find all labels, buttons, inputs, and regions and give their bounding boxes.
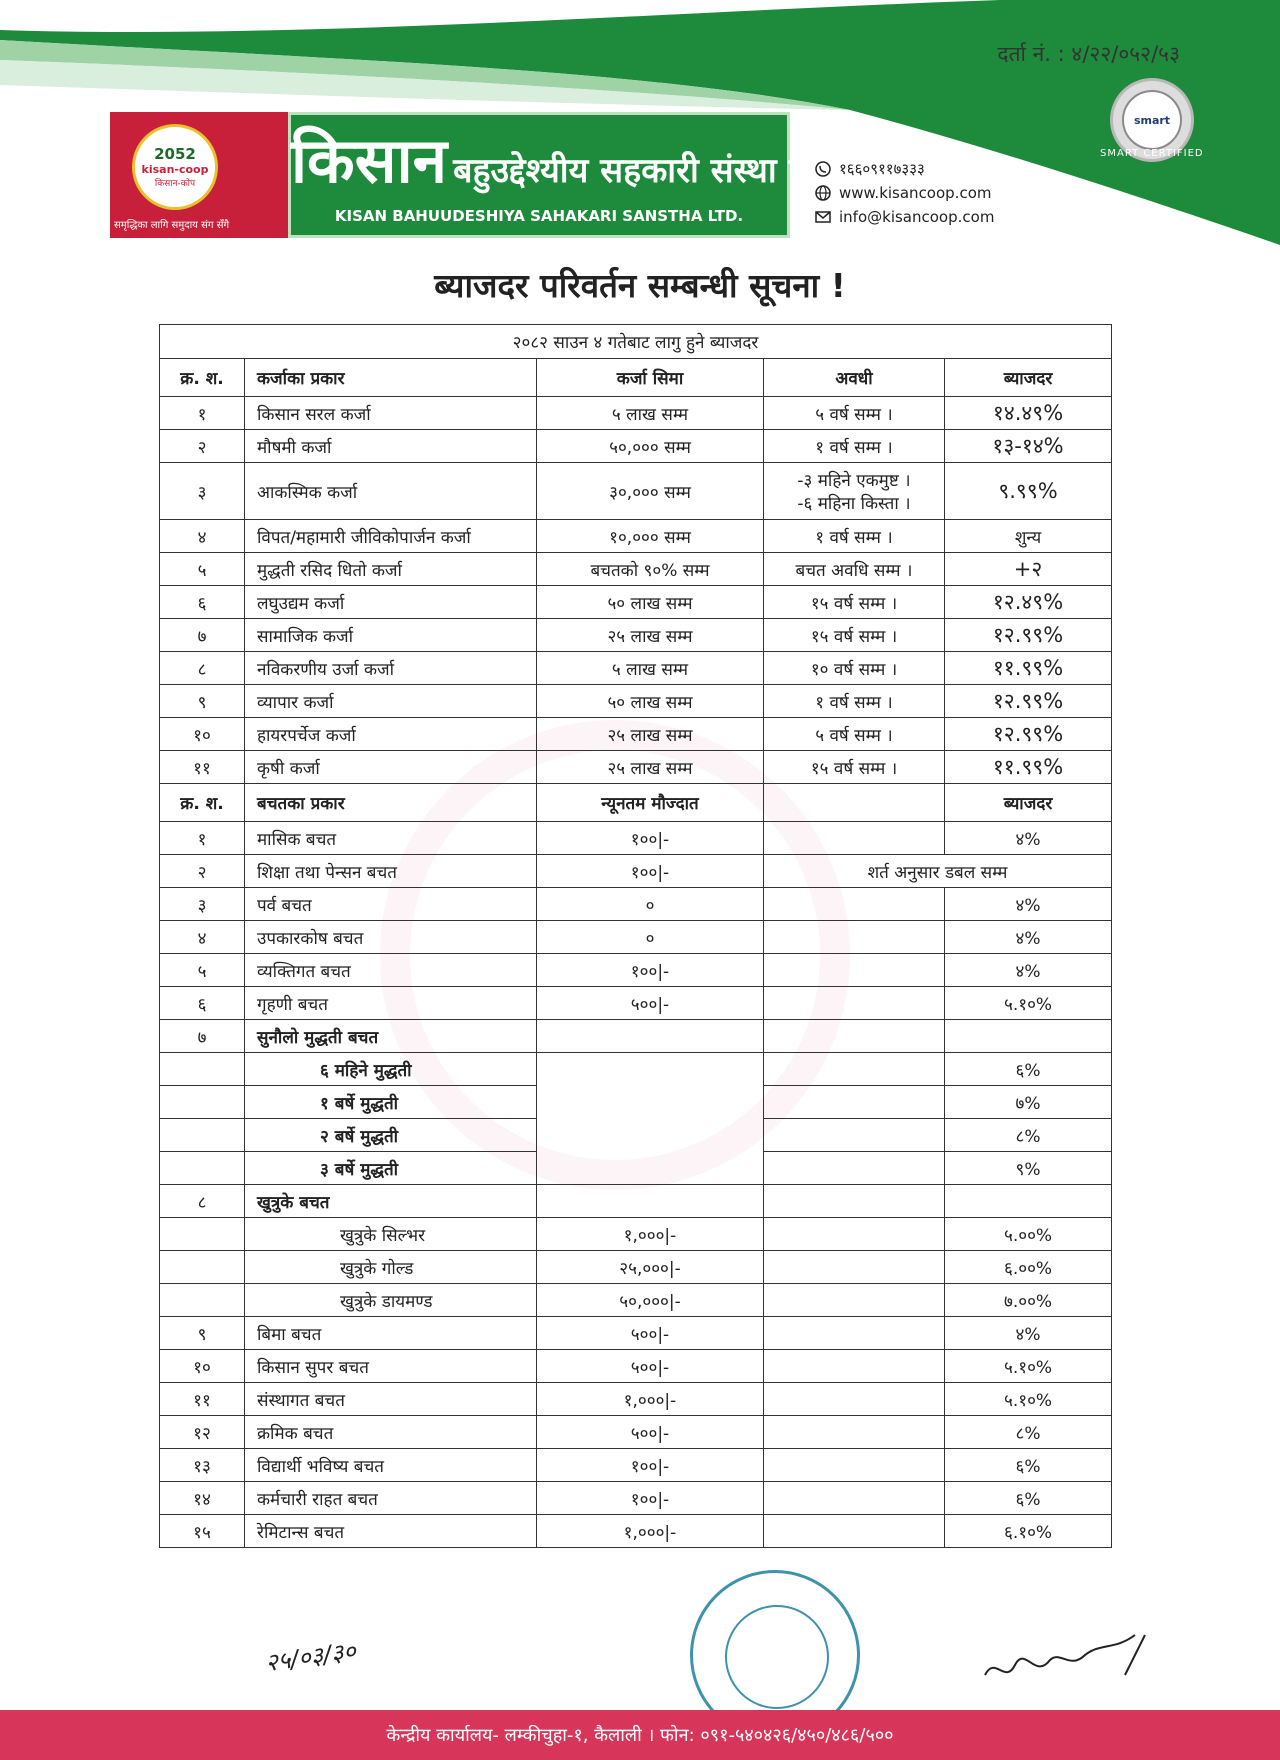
cell-type: कर्मचारी राहत बचत bbox=[245, 1482, 537, 1515]
table-row bbox=[160, 921, 1112, 954]
contact-info bbox=[815, 157, 994, 229]
cell-limit: २५ लाख सम्म bbox=[537, 718, 764, 751]
cell-empty bbox=[764, 822, 945, 855]
table-row bbox=[160, 855, 1112, 888]
cell-rate: ६% bbox=[945, 1482, 1112, 1515]
cell-sn: ३ bbox=[160, 463, 245, 520]
table-caption-row bbox=[160, 325, 1112, 359]
cell-min: ५०,०००|- bbox=[537, 1284, 764, 1317]
logo-panel bbox=[110, 112, 298, 238]
header-period: अवधी bbox=[764, 359, 945, 397]
cell-period: १५ वर्ष सम्म । bbox=[764, 751, 945, 784]
cell-period: १ वर्ष सम्म । bbox=[764, 430, 945, 463]
cell-sn: ४ bbox=[160, 921, 245, 954]
cell-sn: १४ bbox=[160, 1482, 245, 1515]
contact-website bbox=[815, 181, 994, 205]
cell-type: उपकारकोष बचत bbox=[245, 921, 537, 954]
organization-banner bbox=[110, 112, 834, 238]
cell-type: मासिक बचत bbox=[245, 822, 537, 855]
cell-type: ३ बर्षे मुद्धती bbox=[245, 1152, 537, 1185]
header-empty bbox=[764, 784, 945, 822]
stamp-inner-ring bbox=[725, 1605, 829, 1709]
cell-rate: ६% bbox=[945, 1449, 1112, 1482]
registration-number: दर्ता नं. : ४/२२/०५२/५३ bbox=[997, 42, 1180, 66]
cell-empty bbox=[160, 1284, 245, 1317]
cell-empty bbox=[764, 954, 945, 987]
cell-sn: ६ bbox=[160, 586, 245, 619]
cell-rate: ४% bbox=[945, 888, 1112, 921]
table-row bbox=[160, 987, 1112, 1020]
cell-limit: ५ लाख सम्म bbox=[537, 652, 764, 685]
cell-type: बिमा बचत bbox=[245, 1317, 537, 1350]
cell-rate: १२.४९% bbox=[945, 586, 1112, 619]
cell-rate: १३-१४% bbox=[945, 430, 1112, 463]
cell-period: १ वर्ष सम्म । bbox=[764, 685, 945, 718]
cell-type: मौषमी कर्जा bbox=[245, 430, 537, 463]
cell-rate: ५.१०% bbox=[945, 987, 1112, 1020]
table-row bbox=[160, 397, 1112, 430]
cell-empty bbox=[764, 1020, 945, 1053]
cell-type: सुनौलो मुद्धती बचत bbox=[245, 1020, 537, 1053]
cell-rate: ६.००% bbox=[945, 1251, 1112, 1284]
cell-limit: २५ लाख सम्म bbox=[537, 619, 764, 652]
table-row bbox=[160, 430, 1112, 463]
cell-type: किसान सरल कर्जा bbox=[245, 397, 537, 430]
cell-rate: ११.९९% bbox=[945, 652, 1112, 685]
contact-phone bbox=[815, 157, 994, 181]
cell-rate: शर्त अनुसार डबल सम्म bbox=[764, 855, 1112, 888]
table-row bbox=[160, 954, 1112, 987]
table-row bbox=[160, 751, 1112, 784]
table-row bbox=[160, 619, 1112, 652]
cell-type: किसान सुपर बचत bbox=[245, 1350, 537, 1383]
table-row bbox=[160, 463, 1112, 520]
cell-rate: ५.००% bbox=[945, 1218, 1112, 1251]
phone-number: १६६०९११७३३३ bbox=[839, 160, 925, 178]
cell-empty bbox=[764, 1449, 945, 1482]
cell-rate: ६% bbox=[945, 1053, 1112, 1086]
cell-empty bbox=[764, 1086, 945, 1119]
cell-empty bbox=[764, 1251, 945, 1284]
cell-min: १००|- bbox=[537, 822, 764, 855]
table-row bbox=[160, 888, 1112, 921]
cell-type: रेमिटान्स बचत bbox=[245, 1515, 537, 1548]
notice-title: ब्याजदर परिवर्तन सम्बन्धी सूचना ! bbox=[434, 266, 846, 305]
table-row bbox=[160, 1317, 1112, 1350]
cell-min: ५००|- bbox=[537, 987, 764, 1020]
cell-min: १,०००|- bbox=[537, 1218, 764, 1251]
cell-type: लघुउद्यम कर्जा bbox=[245, 586, 537, 619]
cell-limit: बचतको ९०% सम्म bbox=[537, 553, 764, 586]
cell-rate: ५.१०% bbox=[945, 1383, 1112, 1416]
cell-sn: १३ bbox=[160, 1449, 245, 1482]
cell-type: विपत/महामारी जीविकोपार्जन कर्जा bbox=[245, 520, 537, 553]
cell-sn: २ bbox=[160, 855, 245, 888]
cell-min: १००|- bbox=[537, 954, 764, 987]
cell-period: ५ वर्ष सम्म । bbox=[764, 718, 945, 751]
cell-type: आकस्मिक कर्जा bbox=[245, 463, 537, 520]
cell-sn: २ bbox=[160, 430, 245, 463]
cell-period: १० वर्ष सम्म । bbox=[764, 652, 945, 685]
cell-sn: १० bbox=[160, 718, 245, 751]
footer-address: केन्द्रीय कार्यालय- लम्कीचुहा-१, कैलाली । फोन: ०९१-५४०४२६/४५०/४८६/५०० bbox=[0, 1710, 1280, 1760]
cell-empty bbox=[764, 1482, 945, 1515]
organization-name-np bbox=[291, 117, 834, 201]
cell-sn: १ bbox=[160, 822, 245, 855]
cell-empty bbox=[764, 1185, 945, 1218]
cell-min: ५००|- bbox=[537, 1416, 764, 1449]
table-row bbox=[160, 1218, 1112, 1251]
organization-name-panel bbox=[288, 112, 834, 238]
cell-type: खुत्रुके डायमण्ड bbox=[245, 1284, 537, 1317]
cell-rate: ८% bbox=[945, 1119, 1112, 1152]
cell-type: विद्यार्थी भविष्य बचत bbox=[245, 1449, 537, 1482]
cell-rate: ८% bbox=[945, 1416, 1112, 1449]
table-row bbox=[160, 1284, 1112, 1317]
cell-sn: १२ bbox=[160, 1416, 245, 1449]
cell-empty bbox=[537, 1185, 764, 1218]
cell-rate: ११.९९% bbox=[945, 751, 1112, 784]
globe-icon bbox=[815, 185, 831, 201]
name-np-big: किसान bbox=[291, 124, 448, 197]
cell-min: ५००|- bbox=[537, 1317, 764, 1350]
table-caption: २०८२ साउन ४ गतेबाट लागु हुने ब्याजदर bbox=[160, 325, 1112, 359]
cell-limit: ५० लाख सम्म bbox=[537, 685, 764, 718]
cell-sn: ७ bbox=[160, 619, 245, 652]
cell-type: शिक्षा तथा पेन्सन बचत bbox=[245, 855, 537, 888]
email-icon bbox=[815, 209, 831, 225]
cell-rate: ५.१०% bbox=[945, 1350, 1112, 1383]
cell-type: हायरपर्चेज कर्जा bbox=[245, 718, 537, 751]
cell-empty bbox=[764, 1416, 945, 1449]
cell-sn: ३ bbox=[160, 888, 245, 921]
logo-year: 2052 bbox=[154, 145, 196, 163]
cell-empty bbox=[764, 1152, 945, 1185]
table-row bbox=[160, 718, 1112, 751]
cell-sn: ९ bbox=[160, 685, 245, 718]
cell-sn: ६ bbox=[160, 987, 245, 1020]
cell-limit: ५० लाख सम्म bbox=[537, 586, 764, 619]
header-sn: क्र. श. bbox=[160, 359, 245, 397]
cell-type: कृषी कर्जा bbox=[245, 751, 537, 784]
cell-empty bbox=[160, 1152, 245, 1185]
cell-empty bbox=[764, 921, 945, 954]
cell-empty bbox=[160, 1053, 245, 1086]
cell-period: १५ वर्ष सम्म । bbox=[764, 619, 945, 652]
cell-period: १ वर्ष सम्म । bbox=[764, 520, 945, 553]
interest-rate-table bbox=[159, 324, 1112, 1548]
table-row bbox=[160, 520, 1112, 553]
header-min-balance: न्यूनतम मौज्दात bbox=[537, 784, 764, 822]
cell-sn: ४ bbox=[160, 520, 245, 553]
cell-empty bbox=[160, 1119, 245, 1152]
cell-limit: १०,००० सम्म bbox=[537, 520, 764, 553]
handwritten-date: २५/०३/३० bbox=[263, 1636, 358, 1678]
cell-min: १००|- bbox=[537, 1449, 764, 1482]
period-line-2: -६ महिना किस्ता । bbox=[797, 494, 911, 514]
cell-type: गृहणी बचत bbox=[245, 987, 537, 1020]
cell-min: ० bbox=[537, 921, 764, 954]
cell-empty bbox=[160, 1218, 245, 1251]
cell-type: १ बर्षे मुद्धती bbox=[245, 1086, 537, 1119]
cell-empty bbox=[764, 1515, 945, 1548]
table-row bbox=[160, 685, 1112, 718]
table-row bbox=[160, 652, 1112, 685]
cell-period: १५ वर्ष सम्म । bbox=[764, 586, 945, 619]
cell-rate: १२.९९% bbox=[945, 718, 1112, 751]
cell-type: व्यक्तिगत बचत bbox=[245, 954, 537, 987]
smart-certified-label: SMART CERTIFIED bbox=[1100, 148, 1204, 159]
cell-sn: ११ bbox=[160, 751, 245, 784]
table-row bbox=[160, 553, 1112, 586]
period-line-1: -३ महिने एकमुष्ट । bbox=[797, 471, 911, 491]
cell-min: १००|- bbox=[537, 1482, 764, 1515]
table-row bbox=[160, 1515, 1112, 1548]
table-row bbox=[160, 586, 1112, 619]
cell-type: खुत्रुके बचत bbox=[245, 1185, 537, 1218]
logo-brand: kisan-coop bbox=[141, 163, 209, 176]
cell-type: क्रमिक बचत bbox=[245, 1416, 537, 1449]
cell-type: पर्व बचत bbox=[245, 888, 537, 921]
cooperative-logo bbox=[132, 124, 218, 210]
cell-sn: १ bbox=[160, 397, 245, 430]
cell-min: ० bbox=[537, 888, 764, 921]
table-row bbox=[160, 1020, 1112, 1053]
cell-type: मुद्धती रसिद धितो कर्जा bbox=[245, 553, 537, 586]
cell-empty bbox=[764, 1119, 945, 1152]
cell-empty bbox=[945, 1020, 1112, 1053]
phone-icon bbox=[815, 161, 831, 177]
cell-type: खुत्रुके सिल्भर bbox=[245, 1218, 537, 1251]
cell-period: बचत अवधि सम्म । bbox=[764, 553, 945, 586]
cell-min: ५००|- bbox=[537, 1350, 764, 1383]
cell-rate: १४.४९% bbox=[945, 397, 1112, 430]
table-row bbox=[160, 1482, 1112, 1515]
cell-rate: +२ bbox=[945, 553, 1112, 586]
loan-header-row bbox=[160, 359, 1112, 397]
table-row bbox=[160, 1449, 1112, 1482]
header-loan-type: कर्जाका प्रकार bbox=[245, 359, 537, 397]
cell-rate: ४% bbox=[945, 954, 1112, 987]
cell-empty bbox=[764, 1053, 945, 1086]
cell-period bbox=[764, 463, 945, 520]
cell-empty bbox=[945, 1185, 1112, 1218]
cell-type: संस्थागत बचत bbox=[245, 1383, 537, 1416]
cell-rate: ९.९९% bbox=[945, 463, 1112, 520]
logo-brand-np: किसान-कोप bbox=[154, 179, 196, 189]
cell-rate: शुन्य bbox=[945, 520, 1112, 553]
cell-type: नविकरणीय उर्जा कर्जा bbox=[245, 652, 537, 685]
table-row bbox=[160, 1251, 1112, 1284]
cell-empty bbox=[764, 888, 945, 921]
table-row bbox=[160, 1383, 1112, 1416]
contact-email bbox=[815, 205, 994, 229]
cell-rate: ४% bbox=[945, 1317, 1112, 1350]
cell-type: सामाजिक कर्जा bbox=[245, 619, 537, 652]
organization-name-en: KISAN BAHUUDESHIYA SAHAKARI SANSTHA LTD. bbox=[334, 207, 744, 225]
table-row bbox=[160, 822, 1112, 855]
cell-sn: ९ bbox=[160, 1317, 245, 1350]
cell-empty bbox=[764, 1350, 945, 1383]
cell-rate: १२.९९% bbox=[945, 619, 1112, 652]
cell-type: ६ महिने मुद्धती bbox=[245, 1053, 537, 1086]
table-row bbox=[160, 1350, 1112, 1383]
cell-limit: ३०,००० सम्म bbox=[537, 463, 764, 520]
header-rate: ब्याजदर bbox=[945, 784, 1112, 822]
tagline: समृद्धिका लागि समुदाय संग सँगै bbox=[114, 220, 230, 231]
cell-min: १,०००|- bbox=[537, 1515, 764, 1548]
saving-header-row bbox=[160, 784, 1112, 822]
cell-empty bbox=[764, 1218, 945, 1251]
header-rate: ब्याजदर bbox=[945, 359, 1112, 397]
cell-sn: ७ bbox=[160, 1020, 245, 1053]
cell-empty bbox=[764, 1383, 945, 1416]
signature bbox=[975, 1615, 1175, 1695]
cell-rate: ४% bbox=[945, 921, 1112, 954]
table-row bbox=[160, 1185, 1112, 1218]
cell-empty bbox=[160, 1251, 245, 1284]
cell-sn: १५ bbox=[160, 1515, 245, 1548]
cell-period: ५ वर्ष सम्म । bbox=[764, 397, 945, 430]
header-saving-type: बचतका प्रकार bbox=[245, 784, 537, 822]
cell-sn: ८ bbox=[160, 652, 245, 685]
email-link[interactable]: info@kisancoop.com bbox=[839, 208, 995, 226]
cell-sn: ११ bbox=[160, 1383, 245, 1416]
table-row bbox=[160, 1053, 1112, 1086]
cell-empty bbox=[764, 1284, 945, 1317]
cell-empty bbox=[537, 1020, 764, 1053]
cell-sn: १० bbox=[160, 1350, 245, 1383]
header-sn: क्र. श. bbox=[160, 784, 245, 822]
cell-rate: ४% bbox=[945, 822, 1112, 855]
cell-rate: ७.००% bbox=[945, 1284, 1112, 1317]
cell-min: २५,०००|- bbox=[537, 1251, 764, 1284]
cell-type: खुत्रुके गोल्ड bbox=[245, 1251, 537, 1284]
cell-limit: ५०,००० सम्म bbox=[537, 430, 764, 463]
cell-type: २ बर्षे मुद्धती bbox=[245, 1119, 537, 1152]
cell-rate: ९% bbox=[945, 1152, 1112, 1185]
cell-empty bbox=[764, 1317, 945, 1350]
cell-sn: ५ bbox=[160, 954, 245, 987]
smart-badge-label: smart bbox=[1122, 90, 1182, 150]
cell-min: १,०००|- bbox=[537, 1383, 764, 1416]
website-link[interactable]: www.kisancoop.com bbox=[839, 184, 992, 202]
name-np-rest: बहुउद्देश्यीय सहकारी संस्था लि. bbox=[453, 151, 834, 191]
cell-rate: १२.९९% bbox=[945, 685, 1112, 718]
cell-sn: ८ bbox=[160, 1185, 245, 1218]
header-loan-limit: कर्जा सिमा bbox=[537, 359, 764, 397]
cell-limit: २५ लाख सम्म bbox=[537, 751, 764, 784]
cell-rate: ७% bbox=[945, 1086, 1112, 1119]
table-row bbox=[160, 1416, 1112, 1449]
cell-rate: ६.१०% bbox=[945, 1515, 1112, 1548]
cell-min: १००|- bbox=[537, 855, 764, 888]
cell-sn: ५ bbox=[160, 553, 245, 586]
cell-empty bbox=[764, 987, 945, 1020]
cell-type: व्यापार कर्जा bbox=[245, 685, 537, 718]
cell-limit: ५ लाख सम्म bbox=[537, 397, 764, 430]
cell-empty bbox=[160, 1086, 245, 1119]
cell-empty bbox=[537, 1053, 764, 1185]
